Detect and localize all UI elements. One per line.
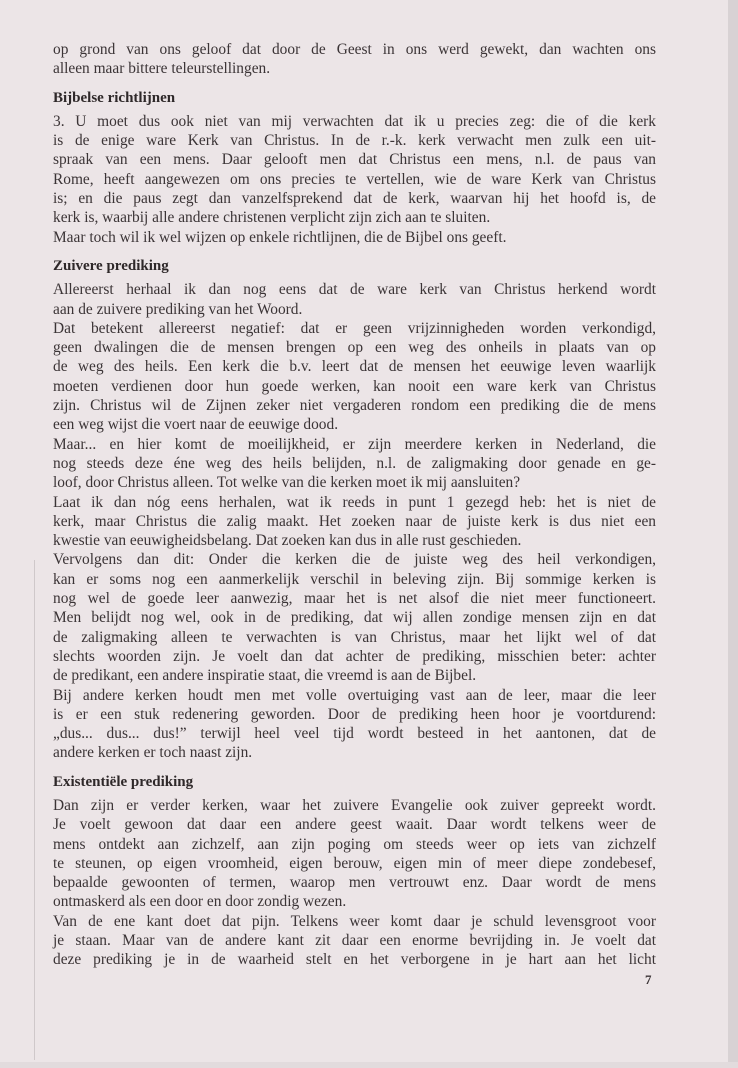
page-body-text xyxy=(53,40,656,970)
text-line: Men belijdt nog wel, ook in de prediking, dat wij allen zondige mensen zijn en dat xyxy=(53,609,656,627)
paragraph xyxy=(53,796,656,912)
text-line: op grond van ons geloof dat door de Geest in ons werd gewekt, dan wachten ons xyxy=(53,41,656,58)
text-line: zijn. Christus wil de Zijnen zeker niet vergaderen rondom een prediking die de mens xyxy=(53,397,656,415)
paragraph xyxy=(53,280,656,319)
text-line: is; en die paus zegt dan vanzelfsprekend dat de kerk, waarvan hij het hoofd is, de xyxy=(53,190,656,208)
text-line: 3. U moet dus ook niet van mij verwachten dat ik u precies zeg: die of die kerk xyxy=(53,112,656,130)
text-line: is de enige ware Kerk van Christus. In de r.-k. kerk verwacht men zulk een uit- xyxy=(53,132,656,150)
page-bottom-edge xyxy=(0,1062,738,1068)
text-line: Dat betekent allereerst negatief: dat er geen vrijzinnigheden worden verkondigd, xyxy=(53,319,656,337)
text-line: de zaligmaking alleen te verwachten is van Christus, maar het lijkt wel of dat xyxy=(53,628,656,646)
text-line: de weg des heils. Een kerk die b.v. leert dat de mensen het eeuwige leven waarlijk xyxy=(53,358,656,376)
paragraph xyxy=(53,912,656,970)
text-line: Rome, heeft aangewezen om ons precies te vertellen, wie de ware Kerk van Christus xyxy=(53,170,656,188)
text-line: nog wel de goede leer aanwezig, maar het is net alsof die niet meer functioneert. xyxy=(53,590,656,608)
paragraph xyxy=(53,435,656,493)
page-edge-shadow xyxy=(728,0,738,1068)
section xyxy=(53,257,656,763)
text-line: kerk is, waarbij alle andere christenen verplicht zijn zich aan te sluiten. xyxy=(53,209,491,227)
section-heading: Zuivere prediking xyxy=(53,257,169,274)
text-line: nog steeds deze éne weg des heils belijden, n.l. de zaligmaking door genade en ge- xyxy=(53,454,656,472)
text-line: Vervolgens dan dit: Onder die kerken die de juiste weg des heil verkondigen, xyxy=(53,551,656,569)
text-line: „dus... dus... dus!” terwijl heel veel tijd wordt besteed in het aantonen, dat de xyxy=(53,725,656,743)
text-line: een weg wijst die voert naar de eeuwige dood. xyxy=(53,416,339,434)
paragraph xyxy=(53,40,656,79)
text-line: spraak van een mens. Daar gelooft men dat Christus een mens, n.l. de paus van xyxy=(53,151,656,169)
text-line: alleen maar bittere teleurstellingen. xyxy=(53,60,271,78)
text-line: Allereerst herhaal ik dan nog eens dat de ware kerk van Christus herkend wordt xyxy=(53,281,656,299)
text-line: mens ontdekt aan zichzelf, aan zijn poging om steeds weer op iets van zichzelf xyxy=(53,835,656,853)
text-line: Dan zijn er verder kerken, waar het zuivere Evangelie ook zuiver gepreekt wordt. xyxy=(53,796,656,814)
text-line: Laat ik dan nóg eens herhalen, wat ik reeds in punt 1 gezegd heb: het is niet de xyxy=(53,493,656,511)
paragraph xyxy=(53,493,656,551)
text-line: kwestie van eeuwigheidsbelang. Dat zoeken kan dus in alle rust geschieden. xyxy=(53,532,522,550)
section-heading: Bijbelse richtlijnen xyxy=(53,89,176,106)
text-line: Bij andere kerken houdt men met volle overtuiging vast aan de leer, maar die leer xyxy=(53,686,656,704)
text-line: bepaalde gewoonten of termen, waarop men vertrouwt enz. Daar wordt de mens xyxy=(53,874,656,892)
text-line: loof, door Christus alleen. Tot welke van die kerken moet ik mij aansluiten? xyxy=(53,474,521,492)
text-line: Je voelt gewoon dat daar een andere geest waait. Daar wordt telkens weer de xyxy=(53,816,656,834)
text-line: te steunen, op eigen vroomheid, eigen berouw, eigen min of meer diepe zondebesef, xyxy=(53,854,656,872)
section xyxy=(53,773,656,970)
text-line: aan de zuivere prediking van het Woord. xyxy=(53,300,303,318)
text-line: je staan. Maar van de andere kant zit daar een enorme bevrijding in. Je voelt dat xyxy=(53,932,656,950)
text-line: ontmaskerd als een door en door zondig wezen. xyxy=(53,893,347,911)
text-line: slechts woorden zijn. Je voelt dan dat achter de prediking, misschien beter: achter xyxy=(53,647,656,665)
text-line: is er een stuk redenering geworden. Door de prediking heen hoor je voortdurend: xyxy=(53,705,656,723)
page-number: 7 xyxy=(645,972,652,987)
text-line: moeten verdienen door hun goede werken, kan nooit een ware kerk van Christus xyxy=(53,377,656,395)
page-binding-line xyxy=(34,560,35,1060)
text-line: de predikant, een andere inspiratie staat, die vreemd is aan de Bijbel. xyxy=(53,667,477,685)
section xyxy=(53,40,656,79)
paragraph xyxy=(53,686,656,763)
section-heading: Existentiële prediking xyxy=(53,773,194,790)
text-line: kerk, maar Christus die zalig maakt. Het zoeken naar de juiste kerk is dus niet een xyxy=(53,512,656,530)
text-line: andere kerken er toch naast zijn. xyxy=(53,744,253,762)
text-line: kan er soms nog een aanmerkelijk verschil in beleving zijn. Bij sommige kerken is xyxy=(53,570,656,588)
text-line: Maar... en hier komt de moeilijkheid, er zijn meerdere kerken in Nederland, die xyxy=(53,435,656,453)
paragraph xyxy=(53,319,656,435)
text-line: deze prediking je in de waarheid stelt en het verborgene in je hart aan het licht xyxy=(53,951,656,969)
section xyxy=(53,89,656,247)
text-line: geen dwalingen die de mensen brengen op een weg des onheils in plaats van op xyxy=(53,339,656,357)
paragraph xyxy=(53,550,656,685)
text-line: Van de ene kant doet dat pijn. Telkens weer komt daar je schuld levensgroot voor xyxy=(53,912,656,930)
paragraph xyxy=(53,112,656,228)
paragraph xyxy=(53,228,656,247)
text-line: Maar toch wil ik wel wijzen op enkele richtlijnen, die de Bijbel ons geeft. xyxy=(53,228,507,246)
